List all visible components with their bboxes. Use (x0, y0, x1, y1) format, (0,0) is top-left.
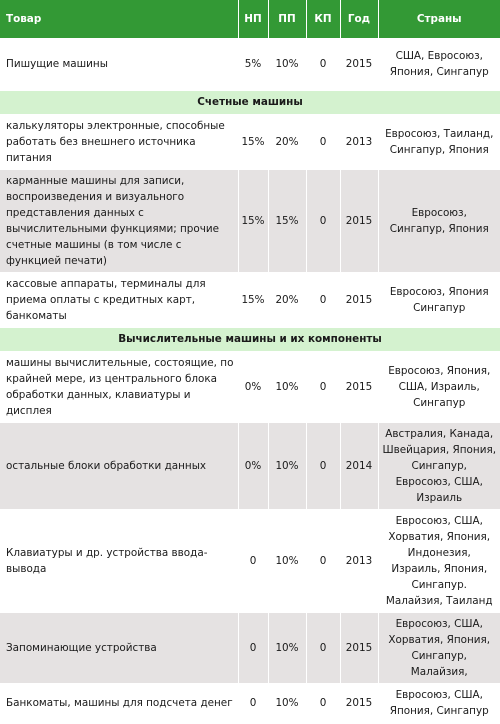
countries-value: Евросоюз, США, Хорватия, Япония, Сингапур, Малайзия, (378, 612, 500, 683)
kp-value: 0 (306, 351, 340, 422)
kp-value: 0 (306, 169, 340, 272)
kp-value: 0 (306, 114, 340, 169)
countries-value: Евросоюз, Япония Сингапур (378, 272, 500, 327)
year-value: 2015 (340, 38, 378, 90)
table-row (0, 612, 500, 683)
np-value: 0 (238, 612, 268, 683)
kp-value: 0 (306, 509, 340, 612)
product-name: кассовые аппараты, терминалы для приема оплаты с кредитных карт, банкоматы (0, 272, 238, 327)
product-name: карманные машины для записи, воспроизведения и визуального представления данных с вычислительными функциями; прочие счетные машины (в том числе с функцией печати) (0, 169, 238, 272)
product-name: Запоминающие устройства (0, 612, 238, 683)
kp-value: 0 (306, 38, 340, 90)
pp-value: 20% (268, 114, 306, 169)
np-value: 15% (238, 114, 268, 169)
table-header-row (0, 0, 500, 38)
kp-value: 0 (306, 422, 340, 509)
pp-value: 10% (268, 351, 306, 422)
countries-value: Евросоюз, Таиланд, Сингапур, Япония (378, 114, 500, 169)
pp-value: 10% (268, 38, 306, 90)
np-value: 0% (238, 351, 268, 422)
year-value: 2015 (340, 169, 378, 272)
year-value: 2015 (340, 612, 378, 683)
section-title: Счетные машины (0, 90, 500, 114)
table-row (0, 169, 500, 272)
table-row (0, 509, 500, 612)
pp-value: 10% (268, 509, 306, 612)
header-product: Товар (0, 0, 238, 38)
countries-value: США, Евросоюз, Япония, Сингапур (378, 38, 500, 90)
countries-value: Евросоюз, Япония, США, Израиль, Сингапур (378, 351, 500, 422)
header-countries: Страны (378, 0, 500, 38)
countries-value: Австралия, Канада, Швейцария, Япония, Сингапур, Евросоюз, США, Израиль (378, 422, 500, 509)
product-name: Банкоматы, машины для подсчета денег (0, 683, 238, 723)
pp-value: 10% (268, 683, 306, 723)
table-row (0, 351, 500, 422)
pp-value: 20% (268, 272, 306, 327)
np-value: 0 (238, 683, 268, 723)
header-kp: КП (306, 0, 340, 38)
kp-value: 0 (306, 683, 340, 723)
header-pp: ПП (268, 0, 306, 38)
section-row (0, 90, 500, 114)
section-row (0, 327, 500, 351)
table-row (0, 114, 500, 169)
pp-value: 10% (268, 422, 306, 509)
pp-value: 10% (268, 612, 306, 683)
year-value: 2013 (340, 114, 378, 169)
np-value: 15% (238, 169, 268, 272)
year-value: 2015 (340, 683, 378, 723)
year-value: 2015 (340, 272, 378, 327)
table-row (0, 272, 500, 327)
product-name: калькуляторы электронные, способные работать без внешнего источника питания (0, 114, 238, 169)
np-value: 0 (238, 509, 268, 612)
header-year: Год (340, 0, 378, 38)
np-value: 5% (238, 38, 268, 90)
countries-value: Евросоюз, США, Япония, Сингапур (378, 683, 500, 723)
year-value: 2014 (340, 422, 378, 509)
year-value: 2013 (340, 509, 378, 612)
section-title: Вычислительные машины и их компоненты (0, 327, 500, 351)
pp-value: 15% (268, 169, 306, 272)
product-name: Клавиатуры и др. устройства ввода-вывода (0, 509, 238, 612)
product-name: машины вычислительные, состоящие, по крайней мере, из центрального блока обработки данных, клавиатуры и дисплея (0, 351, 238, 422)
kp-value: 0 (306, 612, 340, 683)
np-value: 0% (238, 422, 268, 509)
product-name: Пишущие машины (0, 38, 238, 90)
np-value: 15% (238, 272, 268, 327)
countries-value: Евросоюз, США, Хорватия, Япония, Индонезия, Израиль, Япония, Сингапур. Малайзия, Таиланд (378, 509, 500, 612)
table-row (0, 683, 500, 723)
year-value: 2015 (340, 351, 378, 422)
table-row (0, 38, 500, 90)
product-name: остальные блоки обработки данных (0, 422, 238, 509)
kp-value: 0 (306, 272, 340, 327)
countries-value: Евросоюз, Сингапур, Япония (378, 169, 500, 272)
table-row (0, 422, 500, 509)
header-np: НП (238, 0, 268, 38)
